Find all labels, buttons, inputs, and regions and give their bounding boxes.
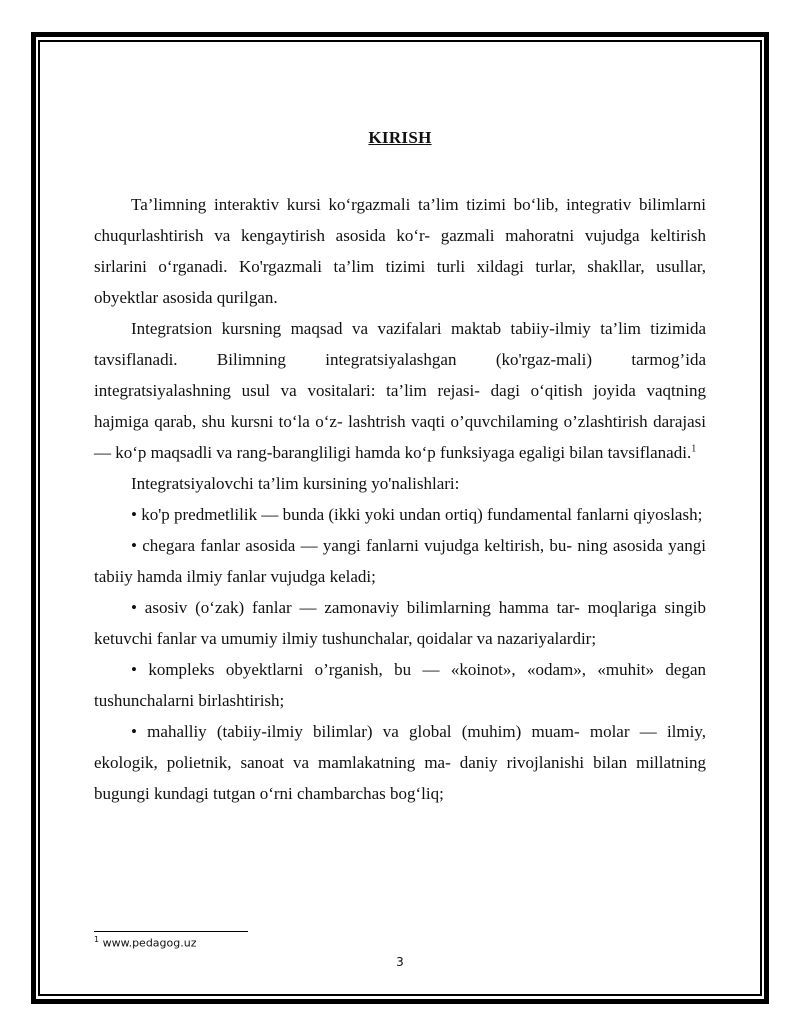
bullet-item: • kompleks obyektlarni o’rganish, bu — «koinot», «odam», «muhit» degan tushunchalarni birlashtirish;: [94, 660, 706, 710]
bullet-item: • asosiv (o‘zak) fanlar — zamonaviy bilimlarning hamma tar- moqlariga singib ketuvchi fanlar va umumiy ilmiy tushunchalar, qoidalar va nazariyalardir;: [94, 598, 706, 648]
paragraph-integration: [94, 313, 706, 468]
page-number: 3: [396, 955, 404, 969]
paragraph-integration-end: tavsiflanadi.: [607, 443, 692, 462]
bullet-item: • ko'p predmetlilik — bunda (ikki yoki undan ortiq) fundamental fanlarni qiyoslash;: [131, 505, 703, 524]
footnote: [94, 935, 196, 950]
footnote-link[interactable]: www.pedagog.uz: [102, 936, 197, 950]
paragraph-directions-heading: Integratsiyalovchi ta’lim kursining yo'nalishlari:: [131, 474, 460, 493]
body-text: [94, 189, 706, 809]
document-page: [94, 0, 706, 1035]
footnote-separator: [94, 931, 248, 932]
footnote-reference[interactable]: 1: [691, 443, 697, 455]
bullet-item: • chegara fanlar asosida — yangi fanlarni vujudga keltirish, bu- ning asosida yangi tabiiy hamda ilmiy fanlar vujudga keladi;: [94, 536, 706, 586]
footnote-number: 1: [94, 935, 100, 944]
paragraph-integration-text: Integratsion kursning maqsad va vazifalari maktab tabiiy-ilmiy ta’lim tizimida tavsiflanadi. Bilimning integratsiyalashgan (ko'rgaz-mali) tarmog’ida integratsiyalashning usul va vositalari: ta’lim rejasi- dagi o‘qitish joyida vaqtning hajmiga qarab, shu kursni to‘la o‘z- lashtrish vaqti o’quvchilaming o’zlashtirish darajasi — ko‘p maqsadli va rang-barangliligi hamda ko‘p funksiyaga egaligi bilan: [94, 319, 706, 462]
page-title: KIRISH: [368, 128, 432, 147]
bullet-item: • mahalliy (tabiiy-ilmiy bilimlar) va global (muhim) muam- molar — ilmiy, ekologik, polietnik, sanoat va mamlakatning ma- daniy rivojlanishi bilan millatning bugungi kundagi tutgan o‘rni chambarchas bog‘liq;: [94, 722, 706, 803]
paragraph-intro: Ta’limning interaktiv kursi ko‘rgazmali ta’lim tizimi bo‘lib, integrativ bilimlarni chuqurlashtirish va kengaytirish asosida ko‘r- gazmali mahoratni vujudga keltirish sirlarini o‘rganadi. Ko'rgazmali ta’lim tizimi turli xildagi turlar, shakllar, usullar, obyektlar asosida qurilgan.: [94, 195, 706, 307]
